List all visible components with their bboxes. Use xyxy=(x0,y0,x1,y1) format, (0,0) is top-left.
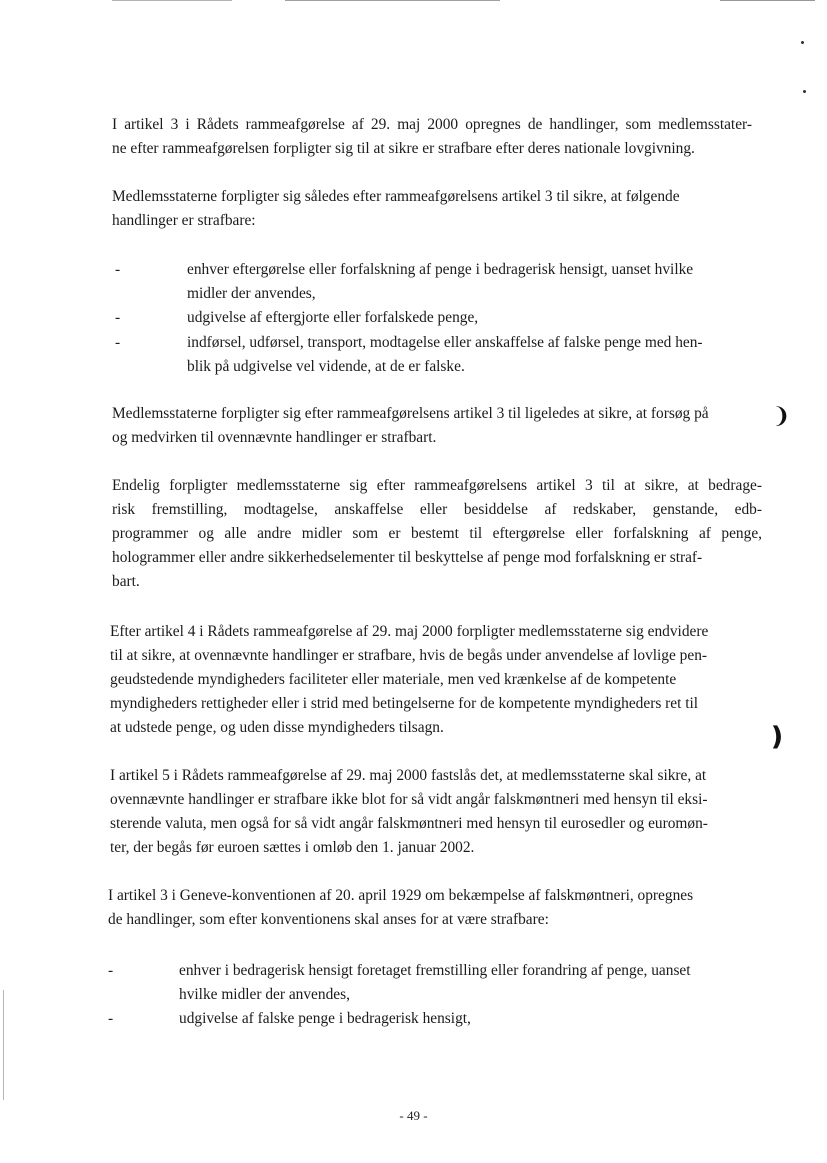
paragraph-5 xyxy=(110,620,765,740)
list-item-line: enhver eftergørelse eller forfalskning af penge i bedragerisk hensigt, uanset hvilke xyxy=(187,261,694,278)
paragraph-line: bart. xyxy=(112,573,140,590)
paragraph-line: Medlemsstaterne forpligter sig efter rammeafgørelsens artikel 3 til ligeledes at sikre, at forsøg på xyxy=(112,405,709,422)
list-item-text xyxy=(187,331,703,378)
paragraph-line: ovennævnte handlinger er strafbare ikke blot for så vidt angår falskmøntneri med hensyn til eksi- xyxy=(110,791,708,808)
list-item xyxy=(115,331,755,379)
paragraph-7 xyxy=(108,884,758,932)
paragraph-line: ter, der begås før euroen sættes i omløb den 1. januar 2002. xyxy=(110,839,475,856)
list-dash: - xyxy=(108,962,114,979)
paragraph-2 xyxy=(112,185,752,233)
paragraph-line: Medlemsstaterne forpligter sig således efter rammeafgørelsens artikel 3 til sikre, at følgende xyxy=(112,188,680,205)
paragraph-6 xyxy=(110,764,768,860)
scan-artifact-line xyxy=(112,0,232,1)
paragraph-3 xyxy=(112,402,757,450)
list-item-line: blik på udgivelse vel vidende, at de er falske. xyxy=(187,357,465,375)
paragraph-1 xyxy=(112,113,752,161)
paragraph-line: geudstedende myndigheders faciliteter eller materiale, men ved krænkelse af de kompetente xyxy=(110,671,677,688)
paragraph-line: I artikel 5 i Rådets rammeafgørelse af 29. maj 2000 fastslås det, at medlemsstaterne skal sikre, at xyxy=(110,767,707,784)
paragraph-line: ne efter rammeafgørelsen forpligter sig til at sikre er strafbare efter deres nationale lovgivning. xyxy=(112,140,695,157)
paragraph-line: at udstede penge, og uden disse myndigheders tilsagn. xyxy=(110,719,444,736)
scan-mark: ❫ xyxy=(766,722,788,752)
list-item xyxy=(115,258,755,306)
paragraph-line: I artikel 3 i Rådets rammeafgørelse af 29. maj 2000 opregnes de handlinger, som medlemsstater- xyxy=(112,116,752,133)
list-item-line: udgivelse af eftergjorte eller forfalskede penge, xyxy=(187,309,479,326)
paragraph-line: Efter artikel 4 i Rådets rammeafgørelse af 29. maj 2000 forpligter medlemsstaterne sig endvidere xyxy=(110,623,709,640)
list-item xyxy=(108,1007,768,1031)
list-item-line: indførsel, udførsel, transport, modtagelse eller anskaffelse af falske penge med hen- xyxy=(187,334,703,351)
paragraph-line: risk fremstilling, modtagelse, anskaffelse eller besiddelse af redskaber, genstande, edb- xyxy=(112,501,762,518)
list-item xyxy=(108,959,768,1007)
list-item-text xyxy=(187,306,478,330)
list-item-line: enhver i bedragerisk hensigt foretaget fremstilling eller forandring af penge, uanset xyxy=(179,962,691,979)
paragraph-line: og medvirken til ovennævnte handlinger er strafbart. xyxy=(112,429,437,446)
list-item-line: udgivelse af falske penge i bedragerisk hensigt, xyxy=(179,1010,471,1027)
list-dash: - xyxy=(115,261,121,278)
scan-artifact-line xyxy=(285,0,500,1)
scan-speck xyxy=(803,90,806,93)
scan-artifact-line xyxy=(720,0,815,1)
scan-speck xyxy=(801,41,804,44)
paragraph-line: Endelig forpligter medlemsstaterne sig efter rammeafgørelsens artikel 3 til at sikre, at bedrage- xyxy=(112,477,762,494)
paragraph-line: handlinger er strafbare: xyxy=(112,212,256,229)
paragraph-4 xyxy=(112,474,762,594)
scan-mark: ❩ xyxy=(772,404,791,429)
page-number: - 49 - xyxy=(399,1108,428,1123)
paragraph-line: myndigheders rettigheder eller i strid med betingelserne for de kompetente myndigheders ret til xyxy=(110,695,699,712)
list-item-text xyxy=(179,959,691,1006)
paragraph-line: sterende valuta, men også for så vidt angår falskmøntneri med hensyn til eurosedler og euromøn- xyxy=(110,815,708,832)
list-item-line: midler der anvendes, xyxy=(187,284,316,302)
list-item-text xyxy=(179,1007,471,1031)
paragraph-line: hologrammer eller andre sikkerhedselementer til beskyttelse af penge mod forfalskning er straf- xyxy=(112,549,703,566)
list-dash: - xyxy=(108,1010,114,1027)
list-dash: - xyxy=(115,334,121,351)
list-dash: - xyxy=(115,309,121,326)
list-item xyxy=(115,306,755,330)
paragraph-line: I artikel 3 i Geneve-konventionen af 20. april 1929 om bekæmpelse af falskmøntneri, opregnes xyxy=(108,887,694,904)
paragraph-line: programmer og alle andre midler som er bestemt til eftergørelse eller forfalskning af penge, xyxy=(112,525,762,542)
paragraph-line: til at sikre, at ovennævnte handlinger er strafbare, hvis de begås under anvendelse af lovlige pen- xyxy=(110,647,708,664)
list-item-line: hvilke midler der anvendes, xyxy=(179,985,350,1003)
list-item-text xyxy=(187,258,693,305)
paragraph-line: de handlinger, som efter konventionens skal anses for at være strafbare: xyxy=(108,911,549,928)
scan-edge-line xyxy=(3,990,4,1100)
